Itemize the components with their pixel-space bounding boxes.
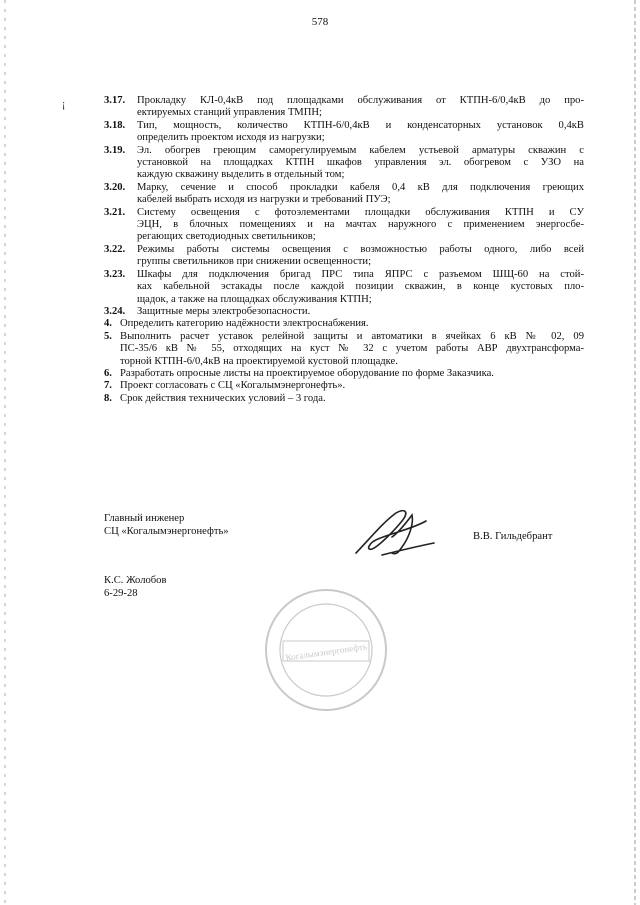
item-number: 7. (104, 380, 112, 392)
item-number: 3.20. (104, 181, 126, 193)
item-number: 6. (104, 367, 112, 379)
scan-edge-right (634, 0, 636, 905)
item-text (137, 145, 584, 182)
item-text-line: определить проектом исходя из нагрузки; (137, 132, 325, 144)
item-text-line: каждую скважину выделить в отдельный том; (137, 169, 345, 181)
item-text-line: Проект согласовать с СЦ «Когалымэнергонефть». (120, 380, 346, 392)
performer-phone: 6-29-28 (104, 588, 138, 599)
item-text (120, 368, 584, 380)
signature (352, 503, 442, 563)
item-text-line: Прокладку КЛ-0,4кВ под площадками обслуживания от КТПН-6/0,4кВ до про- (137, 95, 584, 106)
item-text-line: щадок, а также на площадках обслуживания КТПН; (137, 293, 372, 305)
signer-title-line2: СЦ «Когалымэнергонефть» (104, 526, 229, 537)
item-text (137, 269, 584, 306)
signer-name: В.В. Гильдебрант (473, 531, 553, 542)
list-item (104, 306, 584, 318)
item-number: 4. (104, 318, 112, 330)
scan-edge-left (4, 0, 6, 905)
item-text-line: Режимы работы системы освещения с возможностью работы одного, либо всей (137, 243, 584, 255)
requirements-list (104, 95, 584, 405)
list-item (104, 380, 584, 392)
item-text (137, 306, 584, 318)
item-text (137, 182, 584, 207)
item-text (137, 120, 584, 145)
item-text-line: Выполнить расчет уставок релейной защиты и автоматики в ячейках 6 кВ № 02, 09 (120, 330, 584, 342)
stamp-text: Когалымэнергонефть (284, 641, 368, 663)
list-item (104, 120, 584, 145)
item-text (137, 207, 584, 244)
item-text (120, 318, 584, 330)
list-item (104, 331, 584, 368)
list-item (104, 95, 584, 120)
stamp-seal (263, 587, 389, 713)
item-text (137, 244, 584, 269)
item-text-line: Систему освещения с фотоэлементами площадки обслуживания КТПН и СУ (137, 206, 584, 218)
item-number: 8. (104, 392, 112, 404)
list-item (104, 145, 584, 182)
list-item (104, 269, 584, 306)
signer-block (104, 512, 229, 538)
item-text (137, 95, 584, 120)
list-item (104, 368, 584, 380)
item-text-line: ектируемых станций управления ТМПН; (137, 107, 322, 119)
item-text-line: ЭЦН, в блочных помещениях и на мачтах наружного с применением энергосбе- (137, 219, 584, 231)
item-text-line: группы светильников при снижении освещенности; (137, 256, 372, 268)
item-text-line: Марку, сечение и способ прокладки кабеля 0,4 кВ для подключения греющих (137, 181, 584, 193)
list-item (104, 182, 584, 207)
item-text-line: ках кабельной эстакады после каждой позиции скважин, в конце кустовых пло- (137, 281, 584, 293)
list-item (104, 318, 584, 330)
item-number: 3.18. (104, 119, 126, 131)
item-text (120, 331, 584, 368)
item-text-line: Тип, мощность, количество КТПН-6/0,4кВ и конденсаторных установок 0,4кВ (137, 119, 584, 131)
page-number: 578 (311, 16, 329, 28)
item-text-line: кабелей выбрать исходя из нагрузки и требований ПУЭ; (137, 194, 391, 206)
item-number: 3.17. (104, 95, 126, 106)
item-text (120, 380, 584, 392)
item-text (120, 393, 584, 405)
item-text-line: установкой на площадках КТПН шкафов управления эл. обогревом с УЗО на (137, 157, 584, 169)
item-text-line: Срок действия технических условий – 3 года. (120, 392, 326, 404)
list-item (104, 207, 584, 244)
margin-mark: ¡ (62, 99, 66, 110)
item-number: 3.24. (104, 305, 126, 317)
item-number: 3.21. (104, 206, 126, 218)
item-number: 5. (104, 330, 112, 342)
item-text-line: Шкафы для подключения бригад ПРС типа ЯПРС с разъемом ШЩ-60 на стой- (137, 268, 584, 280)
item-text-line: Разработать опросные листы на проектируемое оборудование по форме Заказчика. (120, 367, 494, 379)
performer-block (104, 574, 166, 600)
item-text-line: Эл. обогрев греющим саморегулируемым кабелем устьевой арматуры скважин с (137, 144, 584, 156)
item-number: 3.19. (104, 144, 126, 156)
item-text-line: регающих светодиодных светильников; (137, 231, 316, 243)
item-number: 3.23. (104, 268, 126, 280)
item-text-line: Определить категорию надёжности электроснабжения. (120, 318, 369, 330)
performer-name: К.С. Жолобов (104, 575, 167, 586)
list-item (104, 244, 584, 269)
list-item (104, 393, 584, 405)
item-text-line: Защитные меры электробезопасности. (137, 305, 311, 317)
item-text-line: торной КТПН-6/0,4кВ на проектируемой кустовой площадке. (120, 355, 398, 367)
item-text-line: ПС-35/6 кВ № 55, отходящих на куст № 32 с учетом работы АВР двухтрансформа- (120, 343, 584, 355)
item-number: 3.22. (104, 243, 126, 255)
signer-title-line1: Главный инженер (104, 513, 185, 524)
